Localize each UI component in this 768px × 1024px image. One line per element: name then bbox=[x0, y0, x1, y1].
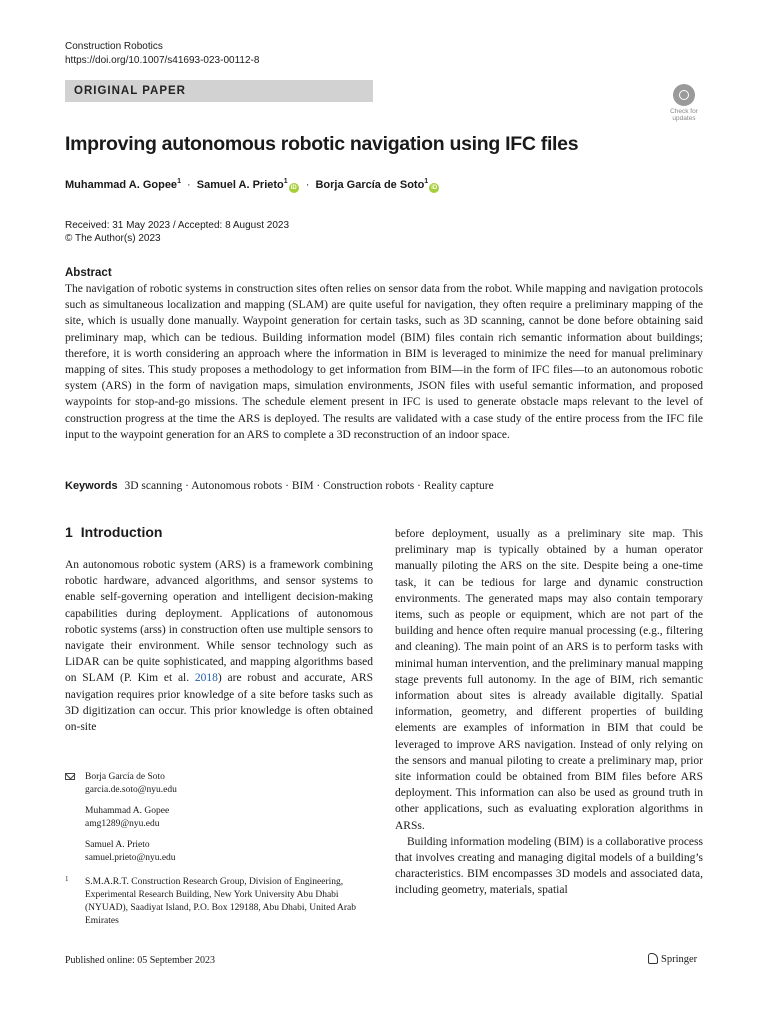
abstract-text: The navigation of robotic systems in construction sites often relies on sensor data from the robot. While mapping and navigation protocols such as simultaneous localization and mapping (SLAM) are quite useful for navigation, they often require a preliminary mapping of the site, which is usually done manually. Waypoint generation for certain tasks, such as 3D scanning, cannot be done before obtaining said preliminary map, which can be tedious. Building information model (BIM) files contain rich semantic information about buildings; therefore, it is worth considering an approach where the information in BIM is leveraged to minimize the need for manual preliminary mapping of sites. This study proposes a methodology to get information from BIM—in the form of IFC files—to an autonomous robotic system (ARS) in the form of navigation maps, simulation environments, JSON files with useful semantic information, and proposed waypoints for stop-and-go missions. The schedule element present in IFC is used to generate obstacle maps relevant to the level of construction progress at the time the ARS is deployed. The results are validated with a case study of the entire process from the IFC file input to the waypoint generation for an ARS to complete a 3D reconstruction of an indoor space. bbox=[65, 283, 703, 441]
published-date: Published online: 05 September 2023 bbox=[65, 955, 215, 966]
check-updates-label: Check for updates bbox=[670, 108, 698, 122]
keywords-label: Keywords bbox=[65, 480, 118, 492]
doi-link[interactable]: https://doi.org/10.1007/s41693-023-00112-8 bbox=[65, 55, 260, 66]
publisher-logo bbox=[648, 953, 697, 965]
orcid-icon[interactable]: iD bbox=[290, 185, 297, 191]
envelope-icon bbox=[65, 773, 75, 780]
correspondent-email[interactable]: garcia.de.soto@nyu.edu bbox=[85, 785, 177, 795]
correspondence-entry bbox=[65, 771, 373, 797]
paragraph: Building information modeling (BIM) is a collaborative process that involves creating and managing digital models of a building’s characteristics. BIM encompasses 3D models and associated data, including geometry, materials, spatial bbox=[395, 835, 703, 897]
author-name: Borja García de Soto bbox=[315, 179, 425, 191]
intro-text-part: An autonomous robotic system (ARS) is a framework combining robotic hardware, advanced algorithms, and sensor systems to enable self-governing operation and intelligent decision-making capabilities during deployment. Applications of autonomous robotic systems (arss) in construction often use multiple sensors to navigate their environment. While sensor technology such as LiDAR can be quite sophisticated, and mapping algorithms based on SLAM (P. Kim et al. bbox=[65, 559, 373, 685]
correspondence-entry bbox=[65, 839, 373, 865]
paper-title: Improving autonomous robotic navigation using IFC files bbox=[65, 133, 579, 155]
springer-horse-icon bbox=[648, 953, 658, 964]
correspondent-name: Muhammad A. Gopee bbox=[85, 806, 170, 816]
author-affil: 1 bbox=[177, 178, 181, 185]
section-number: 1 bbox=[65, 524, 73, 540]
correspondence-entry bbox=[65, 805, 373, 831]
correspondence-block bbox=[65, 771, 373, 873]
author-separator: · bbox=[187, 179, 191, 191]
correspondent-name: Borja García de Soto bbox=[85, 772, 165, 782]
author-list bbox=[65, 178, 440, 193]
correspondent-email[interactable]: samuel.prieto@nyu.edu bbox=[85, 853, 176, 863]
author-affil: 1 bbox=[424, 178, 429, 185]
abstract-heading: Abstract bbox=[65, 267, 112, 279]
affiliation-number: 1 bbox=[65, 875, 69, 883]
publisher-name: Springer bbox=[661, 954, 698, 965]
affiliation-block bbox=[65, 876, 373, 928]
check-for-updates-button[interactable] bbox=[664, 84, 704, 126]
citation-link[interactable]: 2018 bbox=[194, 672, 218, 685]
received-accepted-dates: Received: 31 May 2023 / Accepted: 8 August 2023 bbox=[65, 220, 290, 231]
orcid-icon[interactable]: iD bbox=[431, 185, 438, 191]
author-name: Muhammad A. Gopee bbox=[65, 179, 178, 191]
section-title: Introduction bbox=[80, 524, 163, 540]
intro-text-part: ) are robust and accurate, ARS navigation requires prior knowledge of a site before tasks such as 3D digitization can occur. This prior knowledge is often obtained on-site bbox=[65, 672, 373, 734]
correspondent-email[interactable]: amg1289@nyu.edu bbox=[85, 819, 160, 829]
journal-name: Construction Robotics bbox=[65, 41, 163, 52]
keywords bbox=[65, 478, 705, 494]
affiliation-text: S.M.A.R.T. Construction Research Group, Division of Engineering, Experimental Research Building, New York University Abu Dhabi (NYUAD), Saadiyat Island, P.O. Box 129188, Abu Dhabi, United Arab Emirates bbox=[85, 877, 356, 926]
article-type-badge bbox=[65, 80, 373, 102]
keywords-list: 3D scanning · Autonomous robots · BIM · Construction robots · Reality capture bbox=[124, 480, 494, 492]
correspondent-name: Samuel A. Prieto bbox=[85, 840, 150, 850]
check-updates-icon bbox=[673, 84, 695, 106]
author-separator: · bbox=[305, 179, 310, 191]
left-column-text bbox=[65, 557, 373, 735]
right-column-text bbox=[395, 526, 703, 899]
paragraph: before deployment, usually as a preliminary site map. This preliminary map is typically obtained by a human operator manually piloting the ARS on the site. Despite being a one-time task, it can be tedious for large and dynamic construction environments. The generated maps may also contain temporary items, such as people or equipment, which are not part of the building and hence often require manual processing (e.g., filtering and cleaning). The main point of an ARS is to perform tasks with minimal human intervention, and the preliminary manual mapping stage prevents full autonomy. In the age of BIM, rich semantic information about sites is already available digitally. Spatial information, geometry, and different properties of building elements are examples of information in BIM that could be leveraged to improve ARS navigation. Instead of only relying on the sensors and manual piloting to create a preliminary map, prior site information could be obtained from BIM files before ARS deployment. This information can also be used as ground truth in other applications, such as evaluating exploration algorithms in ARSs. bbox=[395, 528, 703, 832]
author-name: Samuel A. Prieto bbox=[196, 179, 284, 191]
copyright-notice: © The Author(s) 2023 bbox=[65, 233, 161, 244]
article-type-label: ORIGINAL PAPER bbox=[74, 85, 186, 97]
section-heading bbox=[65, 524, 162, 540]
author-affil: 1 bbox=[283, 178, 288, 185]
